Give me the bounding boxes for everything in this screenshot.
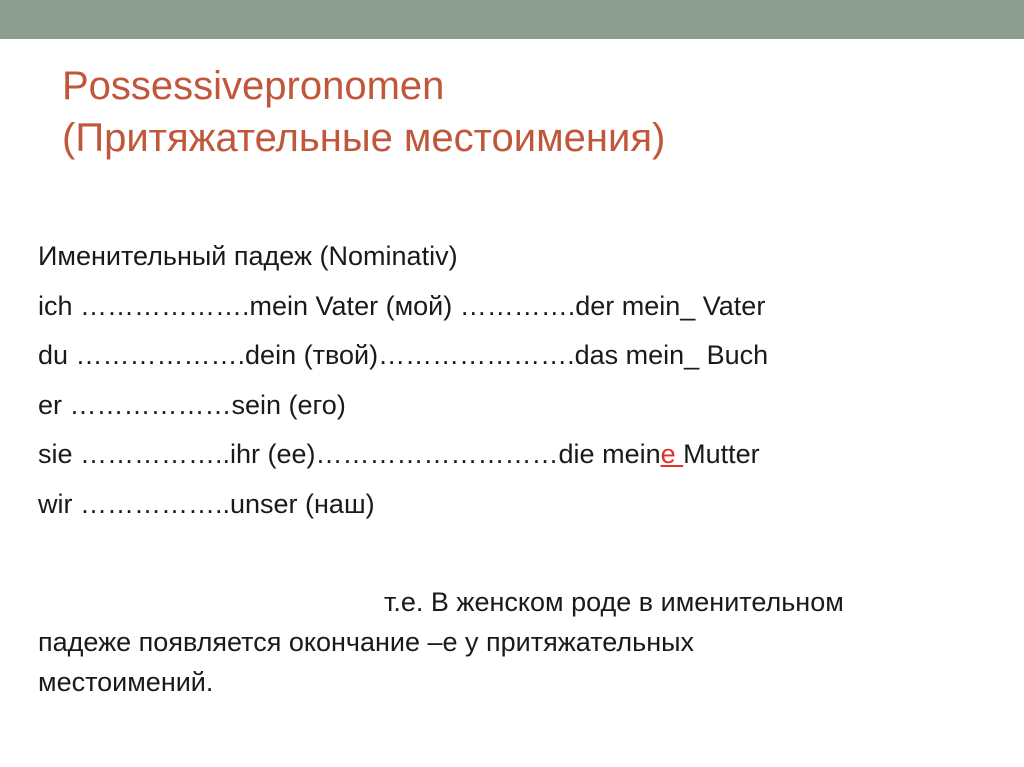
row-sie-text: sie ……………..ihr (ее)………………………die mein [38,439,661,469]
pronoun-row-sie [38,430,998,480]
pronoun-row-er: er ………………sein (его) [38,389,346,420]
slide-title [62,60,1002,164]
title-line-2: (Притяжательные местоимения) [62,116,666,160]
note-line-1: т.е. В женском роде в именительном [384,587,844,617]
case-heading: Именительный падеж (Nominativ) [38,241,458,271]
slide-body [38,232,998,529]
row-sie-noun: Mutter [683,439,760,469]
note-line-3: местоимений. [38,667,214,697]
ending-e-highlight: e [660,439,684,469]
top-accent-bar [0,0,1024,39]
note-line-2: падеже появляется окончание –е у притяжательных [38,627,695,657]
title-line-1: Possessivepronomen [62,64,445,108]
pronoun-row-du: du ……………….dein (твой)………………….das mein_ Buch [38,340,769,370]
pronoun-row-wir: wir ……………..unser (наш) [38,488,375,519]
pronoun-row-ich: ich ……………….mein Vater (мой) ………….der mein_ Vater [38,290,766,321]
explanation-note [38,582,998,702]
